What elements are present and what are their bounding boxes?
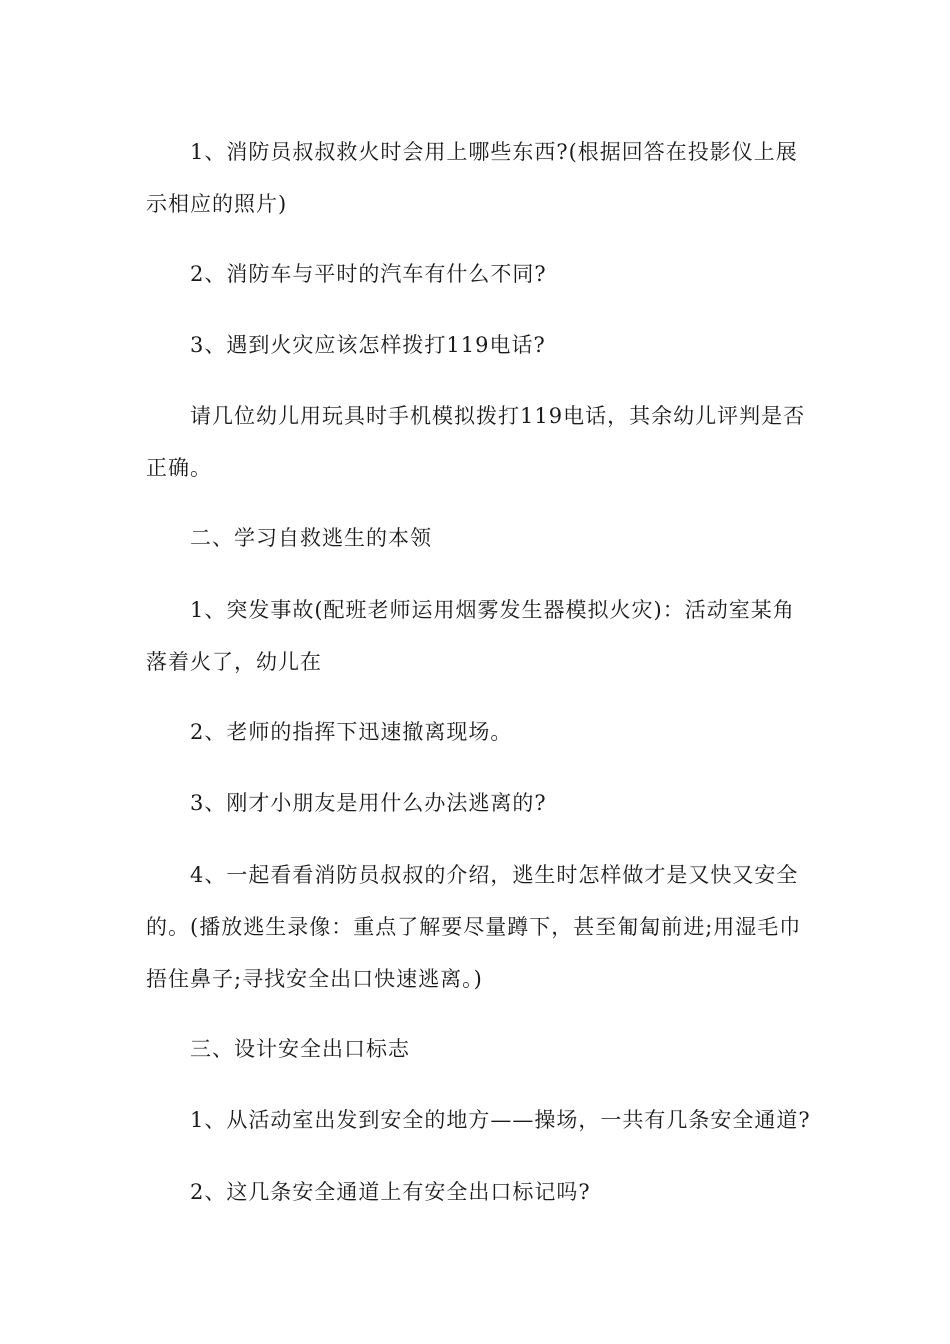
section-heading-2: 二、学习自救逃生的本领 [190,526,432,550]
paragraph-3: 3、遇到火灾应该怎样拨打119电话? [190,333,546,357]
paragraph-7: 3、刚才小朋友是用什么办法逃离的? [190,791,547,815]
paragraph-4: 请几位幼儿用玩具时手机模拟拨打119电话，其余幼儿评判是否正确。 [146,404,806,480]
paragraph-5: 1、突发事故(配班老师运用烟雾发生器模拟火灾)：活动室某角落着火了，幼儿在 [146,598,795,674]
paragraph-9: 1、从活动室出发到安全的地方——操场，一共有几条安全通道? [190,1108,811,1132]
section-heading-3: 三、设计安全出口标志 [190,1037,410,1061]
paragraph-10: 2、这几条安全通道上有安全出口标记吗? [190,1180,591,1204]
paragraph-1: 1、消防员叔叔救火时会用上哪些东西?(根据回答在投影仪上展示相应的照片) [146,140,798,216]
paragraph-6: 2、老师的指挥下迅速撤离现场。 [190,720,513,744]
paragraph-8: 4、一起看看消防员叔叔的介绍，逃生时怎样做才是又快又安全的。(播放逃生录像：重点了解要尽量蹲下，甚至匍匐前进;用湿毛巾捂住鼻子;寻找安全出口快速逃离。) [146,863,802,991]
paragraph-2: 2、消防车与平时的汽车有什么不同? [190,262,547,286]
